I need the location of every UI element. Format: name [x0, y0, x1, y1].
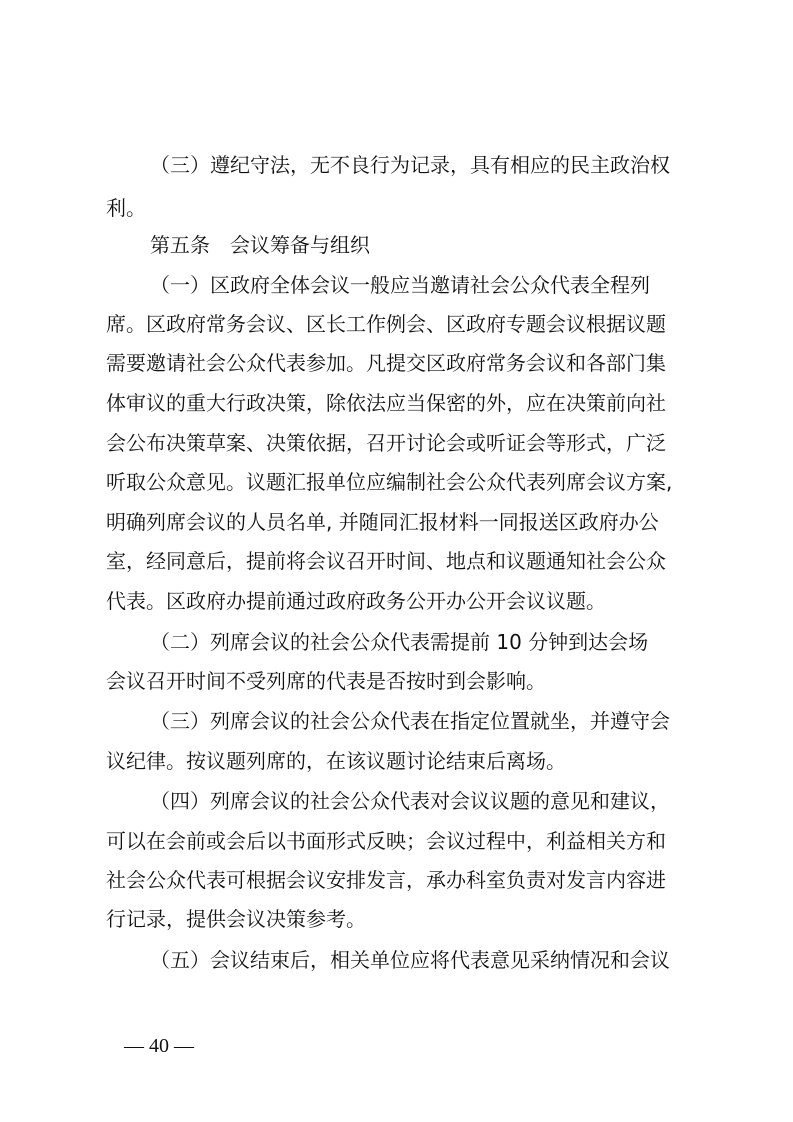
text-line-content: 席。区政府常务会议、区长工作例会、区政府专题会议根据议题: [106, 312, 666, 336]
text-line: [0, 945, 793, 975]
text-line-content: （三）遵纪守法，无不良行为记录，具有相应的民主政治权: [150, 153, 670, 177]
text-line-content: 议纪律。按议题列席的，在该议题讨论结束后离场。: [106, 749, 566, 773]
text-line-content: 代表。区政府办提前通过政府政务公开办公开会议议题。: [106, 589, 606, 613]
text-line: [0, 348, 793, 378]
text-line: [0, 666, 793, 696]
text-line: [0, 270, 793, 300]
page-number: — 40 —: [124, 1035, 194, 1057]
text-line: [0, 904, 793, 934]
text-line: [0, 507, 793, 537]
text-line-content: 可以在会前或会后以书面形式反映；会议过程中，利益相关方和: [106, 829, 666, 853]
text-line: [0, 467, 793, 497]
text-line: [0, 193, 793, 223]
text-line-content: 社会公众代表可根据会议安排发言，承办科室负责对发言内容进: [106, 868, 666, 892]
text-line-content: 需要邀请社会公众代表参加。凡提交区政府常务会议和各部门集: [106, 351, 666, 375]
text-line-content: 明确列席会议的人员名单, 并随同汇报材料一同报送区政府办公: [106, 510, 659, 534]
text-line: [0, 746, 793, 776]
text-line: [0, 786, 793, 816]
text-line-content: （二）列席会议的社会公众代表需提前 10 分钟到达会场: [150, 630, 649, 654]
text-line: [0, 826, 793, 856]
text-line: [0, 309, 793, 339]
text-line: [0, 230, 793, 260]
text-line-content: 体审议的重大行政决策，除依法应当保密的外，应在决策前向社: [106, 391, 666, 415]
text-line-content: （一）区政府全体会议一般应当邀请社会公众代表全程列: [150, 273, 650, 297]
text-line-content: （五）会议结束后，相关单位应将代表意见采纳情况和会议: [150, 948, 670, 972]
text-line-content: （三）列席会议的社会公众代表在指定位置就坐，并遵守会: [150, 709, 670, 733]
text-line-content: 会公布决策草案、决策依据，召开讨论会或听证会等形式，广泛: [106, 431, 666, 455]
text-line-content: （四）列席会议的社会公众代表对会议议题的意见和建议，: [150, 789, 670, 813]
text-line: [0, 388, 793, 418]
text-line-content: 室，经同意后，提前将会议召开时间、地点和议题通知社会公众: [106, 549, 666, 573]
text-line: [0, 706, 793, 736]
text-line-content: 会议召开时间不受列席的代表是否按时到会影响。: [106, 669, 546, 693]
text-line: [0, 150, 793, 180]
text-line-content: 利。: [106, 196, 146, 220]
text-line: [0, 865, 793, 895]
text-line-content: 行记录，提供会议决策参考。: [106, 907, 366, 931]
text-line-content: 听取公众意见。议题汇报单位应编制社会公众代表列席会议方案,: [106, 470, 673, 494]
text-line: [0, 627, 793, 657]
text-line: [0, 428, 793, 458]
text-line: [0, 586, 793, 616]
text-line: [0, 546, 793, 576]
article-heading: 第五条 会议筹备与组织: [150, 233, 370, 257]
